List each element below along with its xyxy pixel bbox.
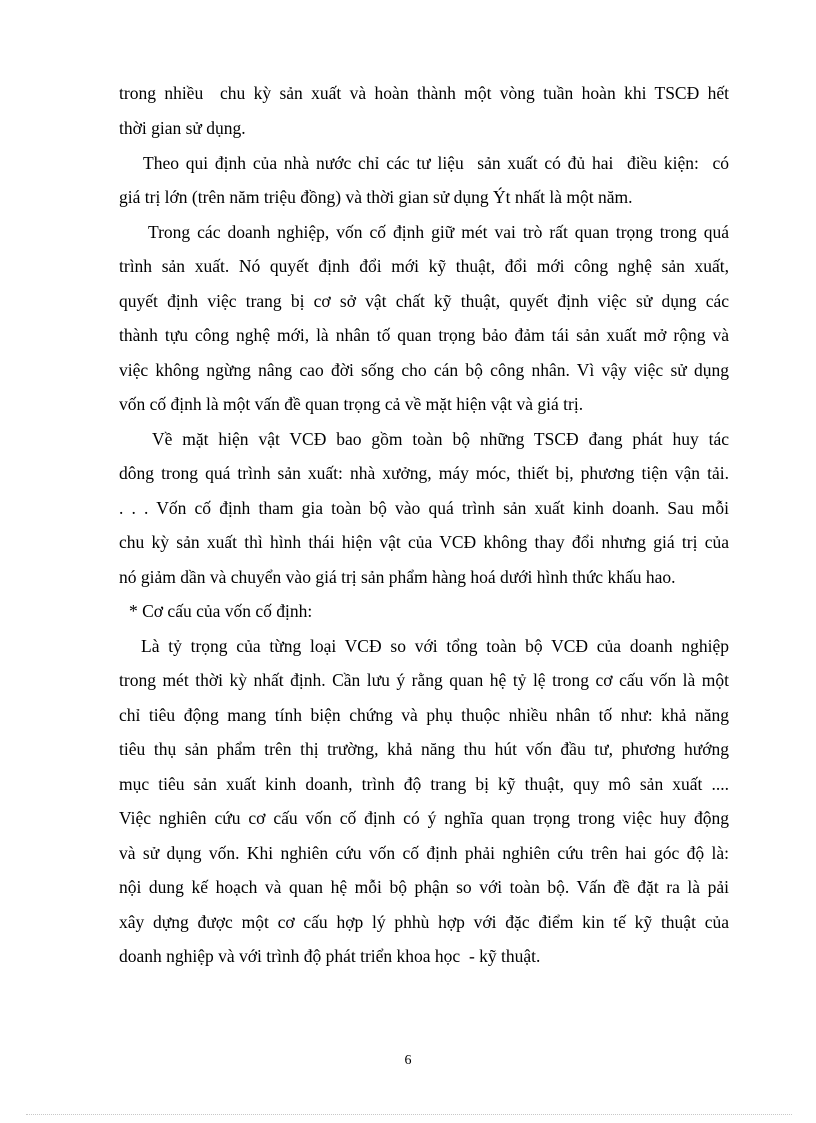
text-line: chỉ tiêu động mang tính biện chứng và phụ thuộc nhiều nhân tố như: khả năng: [119, 705, 729, 725]
text-line: việc không ngừng nâng cao đời sống cho cán bộ công nhân. Vì vậy việc sử dụng: [119, 360, 729, 380]
text-line: thời gian sử dụng.: [119, 118, 246, 138]
text-line: dông trong quá trình sản xuất: nhà xưởng, máy móc, thiết bị, phương tiện vận tải.: [119, 463, 729, 483]
text-line: nội dung kế hoạch và quan hệ mỗi bộ phận so với toàn bộ. Vấn đề đặt ra là pải: [119, 877, 729, 897]
text-line: mục tiêu sản xuất kinh doanh, trình độ trang bị kỹ thuật, quy mô sản xuất ....: [119, 774, 729, 794]
text-line: xây dựng được một cơ cấu hợp lý phhù hợp với đặc điểm kin tế kỹ thuật của: [119, 912, 729, 932]
text-line: Trong các doanh nghiệp, vốn cố định giữ mét vai trò rất quan trọng trong quá: [148, 222, 729, 242]
text-line: trong nhiều chu kỳ sản xuất và hoàn thành một vòng tuần hoàn khi TSCĐ hết: [119, 83, 729, 103]
text-line: . . . Vốn cố định tham gia toàn bộ vào quá trình sản xuất kinh doanh. Sau mỗi: [119, 498, 729, 518]
text-line: trình sản xuất. Nó quyết định đổi mới kỹ thuật, đổi mới công nghệ sản xuất,: [119, 256, 729, 276]
text-line: nó giảm dần và chuyển vào giá trị sản phẩm hàng hoá dưới hình thức khấu hao.: [119, 567, 676, 587]
text-line: Về mặt hiện vật VCĐ bao gồm toàn bộ những TSCĐ đang phát huy tác: [152, 429, 729, 449]
text-line: Việc nghiên cứu cơ cấu vốn cố định có ý nghĩa quan trọng trong việc huy động: [119, 808, 729, 828]
page-number: 6: [404, 1053, 412, 1068]
text-line: doanh nghiệp và với trình độ phát triển khoa học - kỹ thuật.: [119, 946, 541, 966]
text-line: và sử dụng vốn. Khi nghiên cứu vốn cố định phải nghiên cứu trên hai góc độ là:: [119, 843, 729, 863]
text-line: tiêu thụ sản phẩm trên thị trường, khả năng thu hút vốn đầu tư, phương hướng: [119, 739, 729, 759]
text-line: Là tỷ trọng của từng loại VCĐ so với tổng toàn bộ VCĐ của doanh nghiệp: [141, 636, 729, 656]
section-heading: * Cơ cấu của vốn cố định:: [129, 601, 313, 621]
text-line: Theo qui định của nhà nước chỉ các tư liệu sản xuất có đủ hai điều kiện: có: [143, 153, 729, 173]
text-line: chu kỳ sản xuất thì hình thái hiện vật của VCĐ không thay đổi nhưng giá trị của: [119, 532, 729, 552]
page-bottom-divider: [26, 1114, 792, 1115]
text-line: quyết định việc trang bị cơ sở vật chất kỹ thuật, quyết định việc sử dụng các: [119, 291, 729, 311]
text-line: trong mét thời kỳ nhất định. Cần lưu ý rằng quan hệ tỷ lệ trong cơ cấu vốn là một: [119, 670, 729, 690]
text-line: vốn cố định là một vấn đề quan trọng cả về mặt hiện vật và giá trị.: [119, 394, 584, 414]
text-line: giá trị lớn (trên năm triệu đồng) và thời gian sử dụng Ýt nhất là một năm.: [119, 187, 633, 207]
text-line: thành tựu công nghệ mới, là nhân tố quan trọng bảo đảm tái sản xuất mở rộng và: [119, 325, 729, 345]
